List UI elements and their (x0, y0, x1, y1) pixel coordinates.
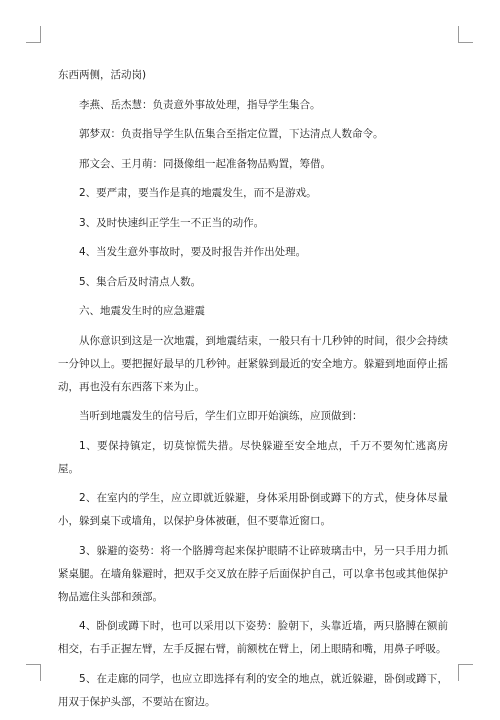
paragraph: 4、当发生意外事故时，要及时报告并作出处理。 (79, 246, 307, 258)
paragraph: 从你意识到这是一次地震，到地震结束，一般只有十几秒钟的时间，很少会持续一分钟以上。要把握好最早的几秒钟。赶紧躲到最近的安全地方。躲避到地面停止摇动，再也没有东西落下来为止。 (58, 334, 448, 393)
paragraph: 4、卧倒或蹲下时，也可以采用以下姿势：脸朝下，头靠近墙，两只胳膊在额前相交，右手正握左臂，左手反握右臂，前额枕在臂上，闭上眼睛和嘴，用鼻子呼吸。 (58, 620, 448, 655)
document-body (58, 64, 448, 720)
paragraph: 李燕、岳杰慧：负责意外事故处理，指导学生集合。 (79, 98, 321, 111)
paragraph: 5、集合后及时清点人数。 (79, 275, 202, 288)
paragraph: 邢文会、王月萌：同摄像组一起准备物品购置，筹借。 (79, 157, 331, 170)
crop-mark-top-right (458, 26, 473, 43)
crop-mark-bottom-left (26, 664, 41, 681)
paragraph: 2、要严肃，要当作是真的地震发生，而不是游戏。 (79, 187, 317, 199)
crop-mark-bottom-right (458, 664, 473, 681)
paragraph: 5、在走廊的同学，也应立即选择有利的安全的地点，就近躲避，卧倒或蹲下，用双于保护头部，不要站在窗边。 (58, 672, 448, 708)
paragraph: 郭梦双：负责指导学生队伍集合至指定位置，下达清点人数命令。 (79, 128, 384, 140)
paragraph: 1、要保持镇定，切莫惊慌失措。尽快躲避至安全地点，千万不要匆忙逃离房屋。 (58, 439, 448, 475)
paragraph: 东西两侧，活动岗) (58, 69, 147, 81)
paragraph: 3、躲避的姿势：将一个胳膊弯起来保护眼睛不让碎玻璃击中，另一只手用力抓紧桌腿。在墙角躲避时，把双手交叉放在脖子后面保护自己，可以拿书包或其他保护物品遮住头部和颈部。 (58, 544, 448, 603)
paragraph: 2、在室内的学生，应立即就近躲避，身体采用卧倒或蹲下的方式，使身体尽量小，躲到桌下或墙角，以保护身体被砸，但不要靠近窗口。 (58, 492, 448, 527)
paragraph: 3、及时快速纠正学生一不正当的动作。 (79, 216, 265, 229)
section-heading: 六、地震发生时的应急避震 (79, 305, 205, 317)
paragraph: 当听到地震发生的信号后，学生们立即开始演练，应顶做到： (79, 410, 363, 422)
crop-mark-top-left (26, 26, 41, 43)
